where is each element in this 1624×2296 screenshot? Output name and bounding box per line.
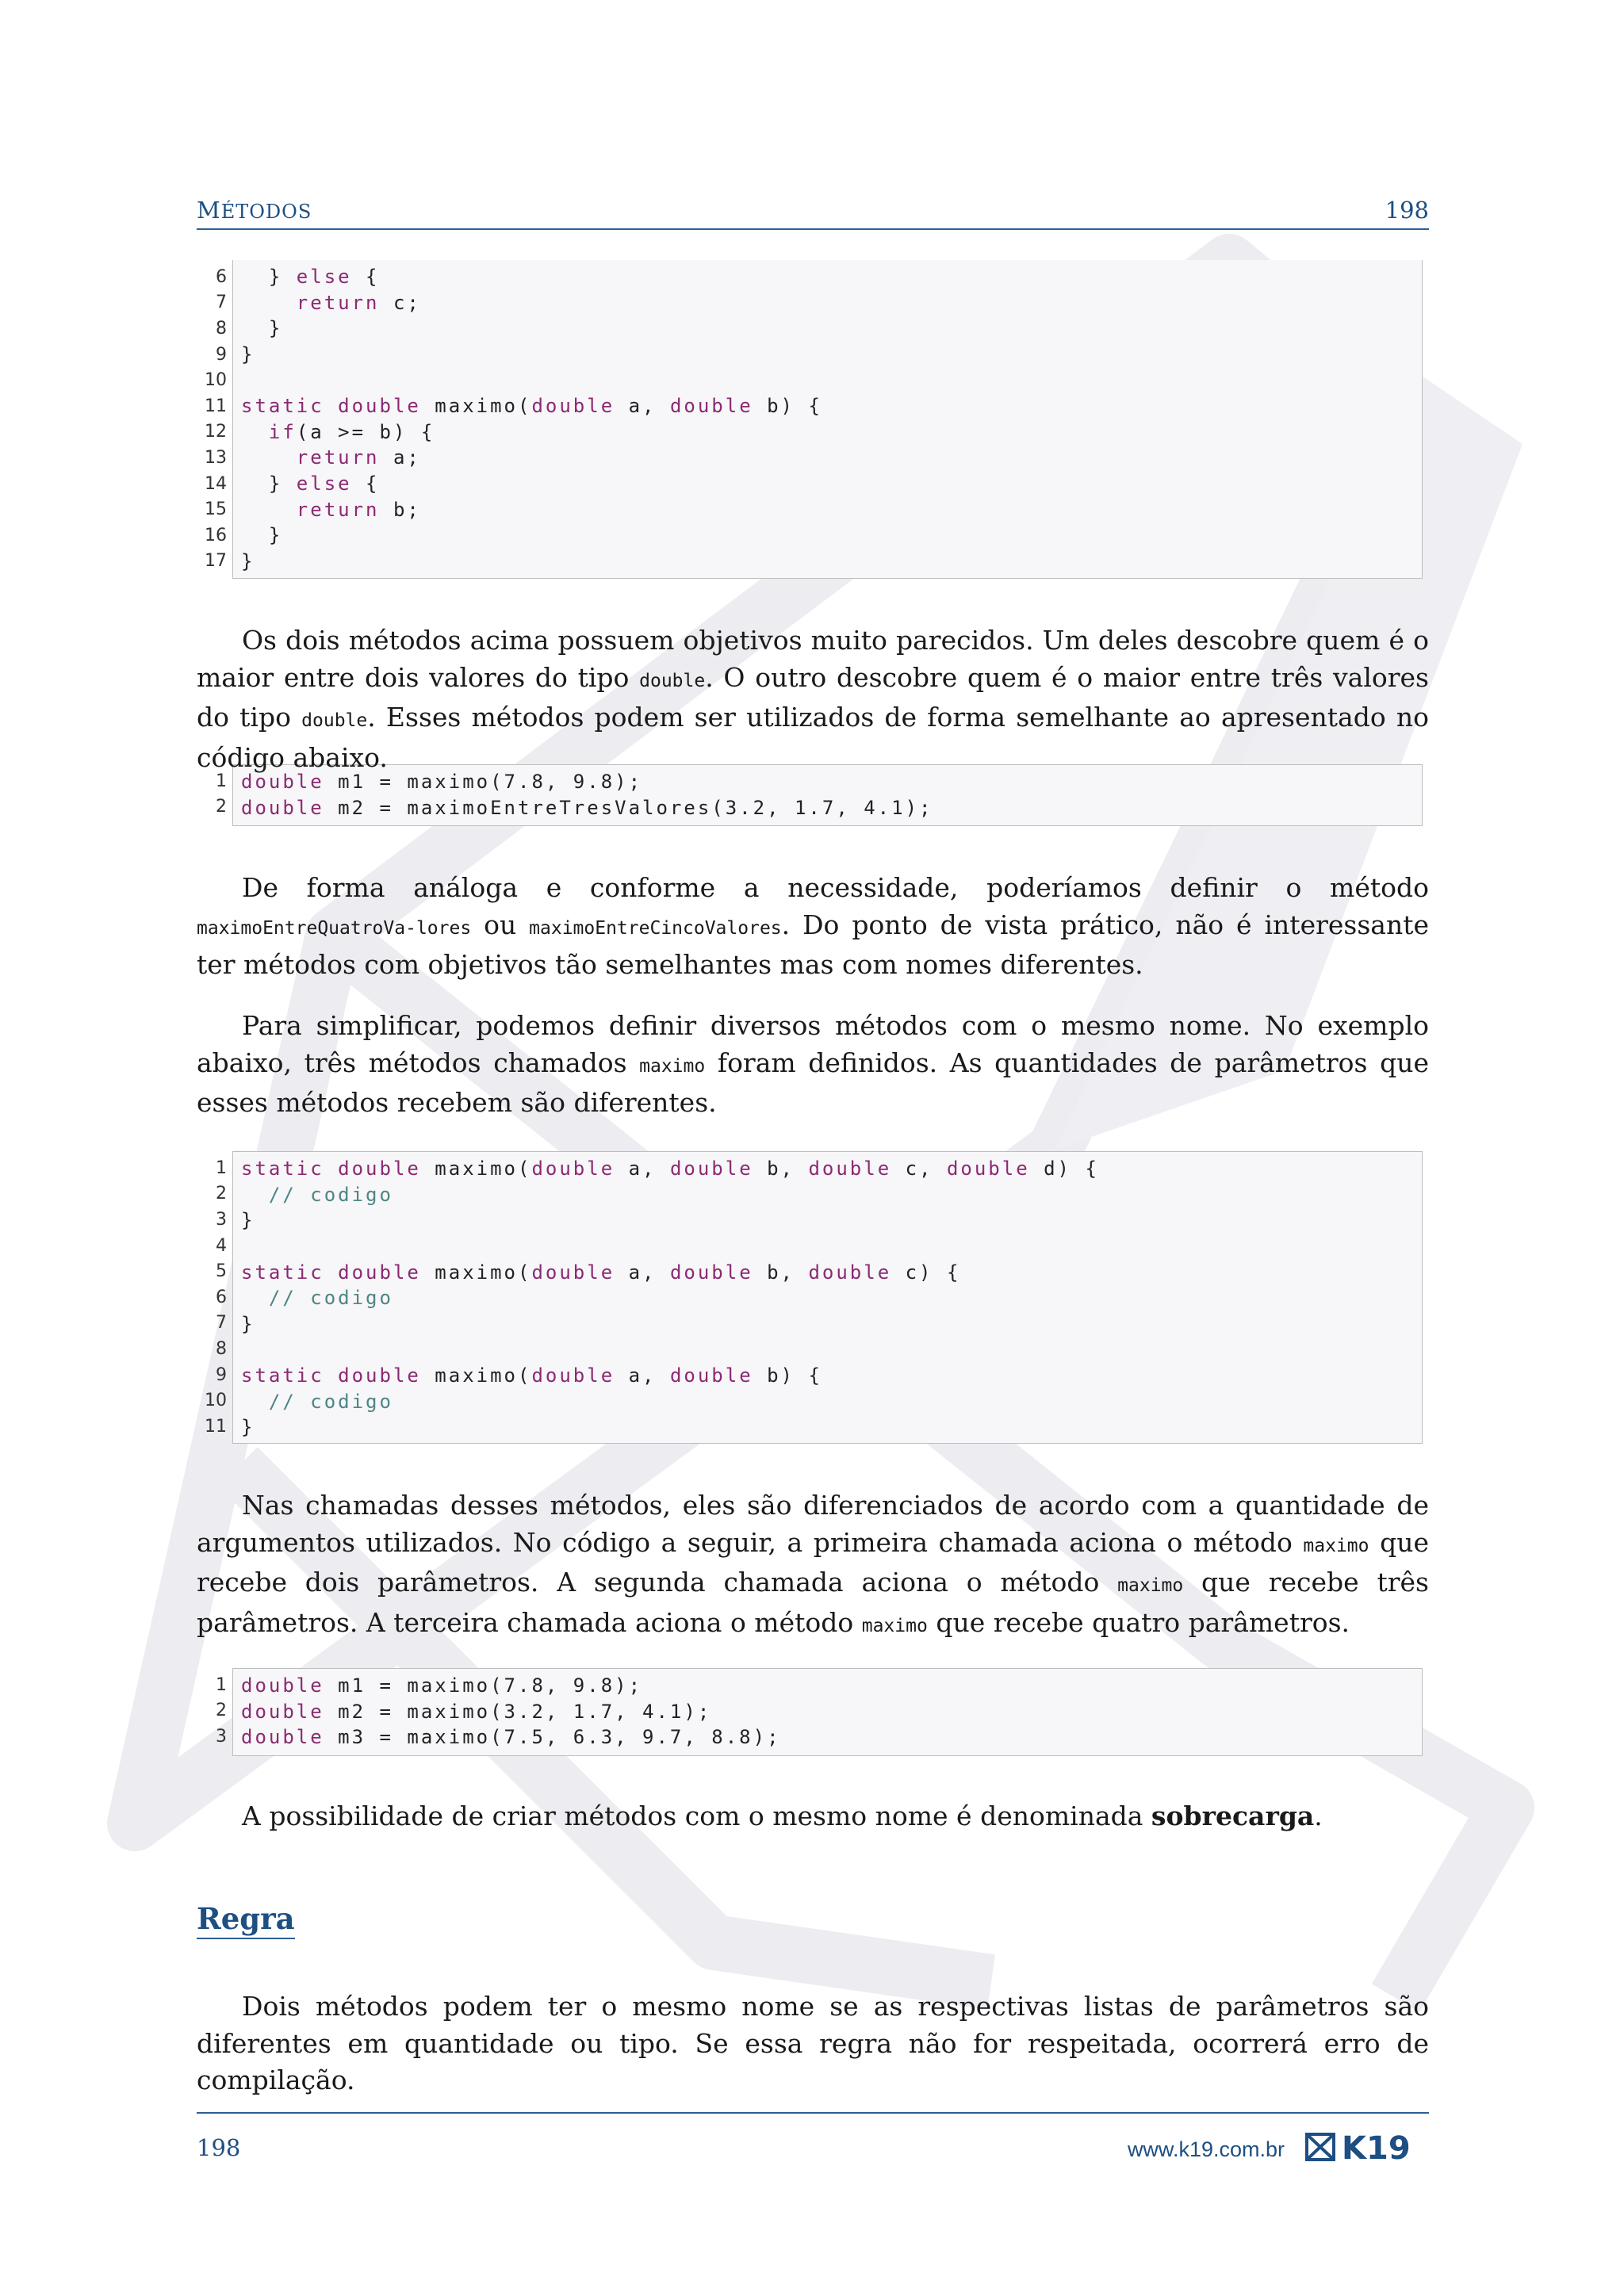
code-text: c) { [891,1261,961,1284]
code-text: c; [379,291,421,314]
line-number: 9 [216,1364,227,1385]
code-line [241,1673,642,1699]
line-number: 1 [216,1674,227,1695]
line-number: 10 [205,1391,227,1411]
code-keyword: double [669,1158,753,1181]
line-number: 9 [216,344,227,365]
code-text: b) { [753,395,822,418]
code-text: } [241,266,297,289]
line-number: 16 [205,525,227,545]
code-keyword: else [296,473,352,496]
code-keyword: double [531,395,615,418]
code-text: a, [615,1261,670,1284]
line-number: 15 [205,499,227,520]
line-number: 2 [216,797,227,817]
code-keyword: static [241,1364,324,1387]
code-line [241,1182,393,1208]
code-keyword: double [241,1726,324,1749]
paragraph [197,870,1429,984]
code-text: } [241,1416,255,1439]
text-run: . O outro descobre quem é o maior entre três valores do tipo [197,661,1429,733]
inline-code: maximo [1117,1575,1184,1596]
code-text [324,395,338,417]
code-text: (a >= b) { [296,420,435,443]
code-listing [197,260,1423,579]
line-number: 10 [205,370,227,391]
code-text [241,446,297,469]
code-listing [197,1668,1423,1756]
code-line [241,795,933,821]
text-run: Para simplificar, podemos definir diversos métodos com o mesmo nome. No exemplo abaixo, três métodos chamados [197,1010,1429,1078]
line-number: 11 [205,396,227,416]
text-run: que recebe quatro parâmetros. [927,1606,1350,1638]
code-keyword: double [338,1364,421,1387]
text-run: que recebe três parâmetros. A terceira chamada aciona o método [197,1567,1429,1638]
code-text [241,1287,269,1309]
line-number: 14 [205,473,227,494]
code-text: m1 = maximo(7.8, 9.8); [324,771,643,794]
page-footer [197,2112,1429,2164]
code-text: m2 = maximo(3.2, 1.7, 4.1); [324,1700,712,1723]
line-number: 3 [216,1726,227,1747]
text-run: que recebe dois parâmetros. A segunda chamada aciona o método [197,1526,1429,1598]
line-number: 5 [216,1261,227,1282]
code-text: m2 = maximoEntreTresValores(3.2, 1.7, 4.1); [324,796,933,819]
code-text: b, [753,1261,809,1284]
code-text: } [241,1312,255,1335]
code-keyword: return [296,446,380,469]
code-line [241,1207,255,1234]
line-number: 7 [216,293,227,313]
code-text [324,1158,338,1180]
code-box [232,1668,1423,1756]
text-run: A possibilidade de criar métodos com o mesmo nome é denominada [242,1800,1151,1831]
code-text: maximo( [420,1261,532,1284]
code-keyword: double [808,1158,892,1181]
code-text: d) { [1029,1158,1099,1181]
code-text: a, [615,395,670,418]
code-line [241,549,255,575]
code-text: } [241,1209,255,1232]
inline-code: maximo [1303,1535,1369,1556]
code-keyword: if [268,420,297,443]
running-header [197,197,1429,230]
code-text: } [241,473,297,496]
text-run: Dois métodos podem ter o mesmo nome se as respectivas listas de parâmetros são diferentes em quantidade ou tipo. Se essa regra não for respeitada, ocorrerá erro de compilação. [197,1991,1429,2095]
code-text: m3 = maximo(7.5, 6.3, 9.7, 8.8); [324,1726,781,1749]
code-keyword: double [531,1364,615,1387]
code-text: a, [615,1364,670,1387]
code-keyword: double [338,395,421,418]
code-text [324,1261,338,1284]
code-keyword: static [241,1158,324,1181]
code-keyword: double [946,1158,1030,1181]
text-run: ou [471,909,530,940]
code-keyword: static [241,395,324,418]
code-line [241,264,380,290]
code-text: a; [379,446,421,469]
line-number: 4 [216,1235,227,1256]
footer-page-number: 198 [197,2134,241,2161]
chapter-title: MÉTODOS [197,197,312,224]
k19-logo [1305,2131,1429,2163]
paragraph [197,1008,1429,1122]
code-text [241,1184,269,1206]
inline-code: maximoEntreCincoValores [529,917,782,939]
code-line [241,1285,393,1311]
text-run: . [1314,1800,1323,1831]
inline-code: double [639,670,706,691]
paragraph [197,1798,1429,1835]
code-keyword: double [669,1261,753,1284]
line-number: 3 [216,1209,227,1230]
code-text: } [241,549,255,572]
code-text [241,421,269,443]
code-text: } [241,317,283,340]
line-number: 12 [205,422,227,442]
code-line [241,471,380,497]
text-run: Nas chamadas desses métodos, eles são diferenciados de acordo com a quantidade de argumentos utilizados. No código a seguir, a primeira chamada aciona o método [197,1490,1429,1558]
text-run: De forma análoga e conforme a necessidade, poderíamos definir o método [242,872,1429,903]
code-text: maximo( [420,395,532,418]
line-number: 11 [205,1416,227,1437]
code-line [241,316,282,342]
inline-code: maximoEntreQuatroVa-lores [197,917,472,939]
line-number: 8 [216,318,227,339]
code-line [241,393,822,419]
code-keyword: double [338,1261,421,1284]
code-line [241,1388,393,1414]
inline-code: maximo [639,1055,706,1077]
paragraph [197,1988,1429,2099]
code-keyword: return [296,291,380,314]
code-box [232,1151,1423,1444]
code-keyword: double [241,771,324,794]
code-text: } [241,524,283,547]
code-text: } [241,343,255,366]
code-line [241,1414,255,1441]
code-comment: // codigo [268,1287,393,1310]
code-line [241,290,421,316]
rule-heading: Regra [197,1901,295,1939]
code-line [241,1156,1099,1182]
line-number: 1 [216,1158,227,1178]
code-text [241,1391,269,1413]
footer-url: www.k19.com.br [1127,2137,1285,2161]
code-keyword: double [669,1364,753,1387]
code-comment: // codigo [268,1183,393,1206]
line-number: 2 [216,1184,227,1204]
line-number: 2 [216,1701,227,1721]
code-text [324,1364,338,1387]
code-text: c, [891,1158,947,1181]
line-number: 17 [205,551,227,572]
code-keyword: double [241,796,324,819]
code-text: { [351,266,380,289]
code-keyword: static [241,1261,324,1284]
code-text [241,292,297,314]
code-text [241,499,297,521]
code-keyword: double [808,1261,892,1284]
code-text: maximo( [420,1364,532,1387]
paragraph [197,622,1429,776]
code-keyword: double [531,1158,615,1181]
code-keyword: double [241,1700,324,1723]
bold-term: sobrecarga [1151,1800,1315,1831]
code-text: a, [615,1158,670,1181]
code-line [241,419,435,446]
line-number: 13 [205,447,227,468]
code-keyword: else [296,266,352,289]
text-run: . Do ponto de vista prático, não é interessante ter métodos com objetivos tão semelhantes mas com nomes diferentes. [197,909,1429,980]
code-keyword: double [241,1674,324,1697]
code-line [241,1311,255,1337]
code-line [241,522,282,549]
paragraph [197,1487,1429,1644]
code-line [241,445,421,471]
line-number: 7 [216,1313,227,1334]
code-text: b; [379,498,421,521]
text-run: Os dois métodos acima possuem objetivos muito parecidos. Um deles descobre quem é o maior entre dois valores do tipo [197,625,1429,693]
code-keyword: double [531,1261,615,1284]
line-number: 8 [216,1338,227,1359]
line-number: 6 [216,266,227,287]
code-text: { [351,473,380,496]
code-keyword: return [296,498,380,521]
code-listing [197,1151,1423,1444]
line-number: 6 [216,1287,227,1307]
svg-text:K19: K19 [1342,2131,1411,2163]
inline-code: double [301,710,368,731]
code-line [241,1699,711,1725]
code-comment: // codigo [268,1390,393,1413]
code-text: m1 = maximo(7.8, 9.8); [324,1674,643,1697]
code-box [232,260,1423,579]
code-line [241,1259,960,1285]
inline-code: maximo [861,1615,928,1636]
code-text: b, [753,1158,809,1181]
text-run: foram definidos. As quantidades de parâmetros que esses métodos recebem são diferentes. [197,1047,1429,1118]
code-line [241,342,255,368]
line-number: 1 [216,771,227,791]
code-line [241,1363,822,1389]
code-text: maximo( [420,1158,532,1181]
code-keyword: double [669,395,753,418]
header-page-number: 198 [1385,197,1429,224]
code-text: b) { [753,1364,822,1387]
text-run: . Esses métodos podem ser utilizados de forma semelhante ao apresentado no código abaixo. [197,702,1429,773]
code-keyword: double [338,1158,421,1181]
code-line [241,496,421,522]
code-line [241,1724,781,1751]
